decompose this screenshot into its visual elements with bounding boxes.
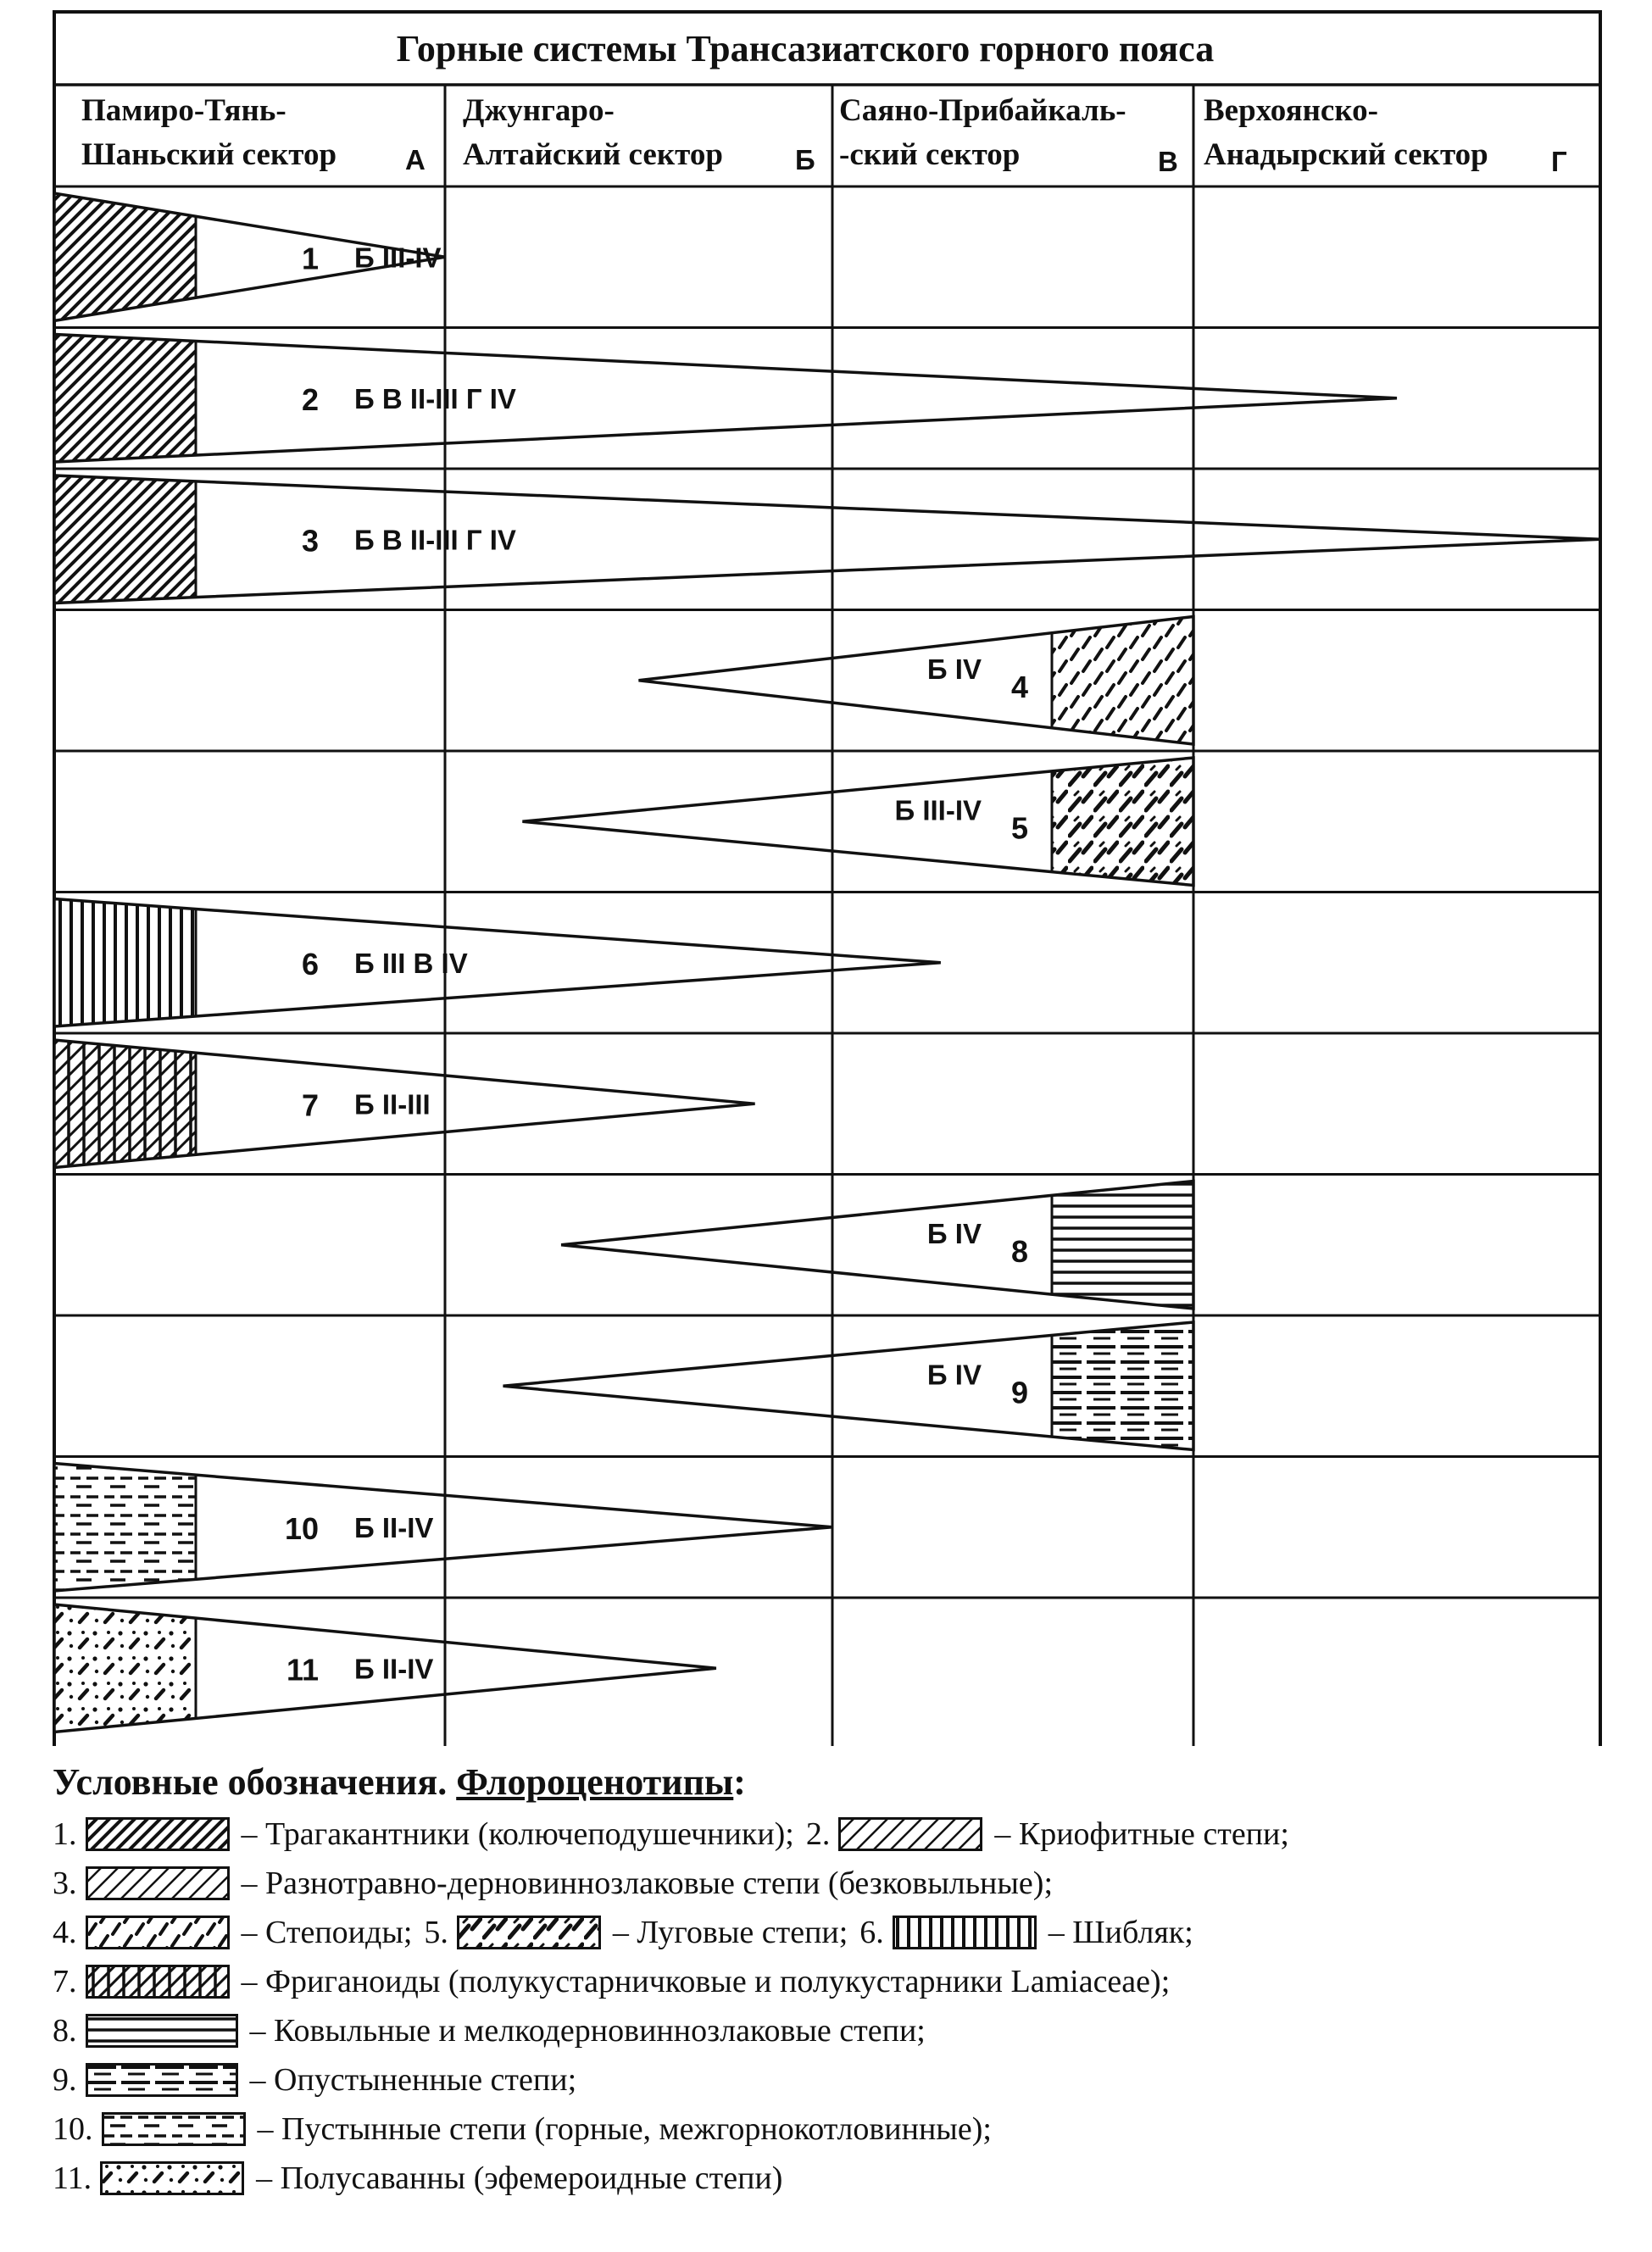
legend-number: 1.: [53, 1816, 77, 1852]
wedge-triangle: [54, 335, 1397, 463]
legend-swatch-diag-sparse: [838, 1817, 982, 1851]
sector-header-line1: Саяно-Прибайкаль-: [839, 93, 1126, 128]
sector-header-line2: -ский сектор: [839, 137, 1021, 172]
sector-header-line1: Джунгаро-: [463, 93, 615, 128]
legend-text: – Ковыльные и мелкодерновиннозлаковые степи;: [249, 2013, 926, 2049]
legend-swatch-diag-bold-dash: [457, 1916, 601, 1949]
legend-number: 6.: [859, 1915, 884, 1950]
legend-item: [53, 1810, 794, 1859]
row-sector-label: Б II-IV: [354, 1653, 434, 1685]
legend-title: Условные обозначения.: [53, 1761, 448, 1803]
row-number: 1: [301, 241, 319, 276]
legend-swatch: [838, 1817, 982, 1851]
row-number: 4: [1010, 669, 1028, 704]
wedge-row-8: [561, 1182, 1193, 1309]
wedge-row-4: [639, 617, 1194, 745]
pattern-swatch: [1052, 758, 1193, 886]
legend-heading: [53, 1759, 1629, 1806]
legend-swatch: [100, 2161, 244, 2195]
row-sector-label: Б IV: [926, 1359, 982, 1391]
legend-number: 9.: [53, 2062, 77, 2098]
legend-item: [53, 2154, 782, 2203]
legend-swatch-diag-sparse: [86, 1866, 230, 1900]
legend-subtitle: Флороценотипы: [456, 1761, 734, 1803]
legend-swatch: [102, 2112, 246, 2146]
pattern-swatch: [54, 1464, 196, 1592]
legend-swatch-vertical: [893, 1916, 1037, 1949]
legend-text: – Шибляк;: [1048, 1915, 1193, 1950]
legend-number: 3.: [53, 1866, 77, 1901]
sector-letter: В: [1158, 146, 1178, 177]
row-number: 5: [1010, 810, 1028, 846]
sector-header-b: [463, 93, 815, 175]
legend-swatch: [86, 1866, 230, 1900]
legend-swatch: [457, 1916, 601, 1949]
sector-header-line2: Шаньский сектор: [81, 137, 337, 172]
row-sector-label: Б II-IV: [354, 1511, 434, 1543]
legend-colon: :: [733, 1761, 746, 1803]
legend-item: [53, 2105, 992, 2154]
legend-number: 11.: [53, 2160, 92, 2196]
pattern-swatch: [54, 1604, 196, 1732]
wedge-triangle: [54, 475, 1600, 603]
legend-item: [424, 1908, 848, 1957]
legend-swatch-dash-rows: [102, 2112, 246, 2146]
legend-swatch-vert-diag: [86, 1965, 230, 1999]
legend-item: [53, 2055, 576, 2105]
pattern-swatch: [54, 475, 196, 603]
row-sector-label: Б III В IV: [354, 947, 468, 979]
legend-number: 10.: [53, 2111, 93, 2147]
legend-item: [806, 1810, 1289, 1859]
legend-line: [53, 2006, 1629, 2055]
sector-letter: Г: [1551, 146, 1567, 177]
legend-swatch: [86, 1916, 230, 1949]
legend-line: [53, 2055, 1629, 2105]
row-sector-label: Б IV: [926, 1217, 982, 1249]
legend-line: [53, 1957, 1629, 2006]
wedge-row-1: [54, 193, 445, 321]
pattern-swatch: [1052, 1322, 1193, 1450]
legend: [53, 1759, 1629, 2203]
legend-swatch: [86, 1817, 230, 1851]
legend-swatch-dot-dash: [100, 2161, 244, 2195]
legend-swatch-horiz-dash: [86, 2063, 238, 2097]
legend-list: [53, 1810, 1629, 2203]
legend-swatch: [86, 2014, 238, 2048]
wedge-row-2: [54, 335, 1397, 463]
legend-text: – Луговые степи;: [612, 1915, 848, 1950]
row-number: 10: [284, 1510, 319, 1546]
legend-number: 2.: [805, 1816, 831, 1852]
row-number: 6: [301, 946, 319, 981]
legend-item: [53, 1908, 412, 1957]
legend-number: 4.: [53, 1915, 77, 1950]
sector-letter: Б: [795, 144, 815, 175]
legend-number: 7.: [53, 1964, 77, 1999]
row-number: 11: [286, 1652, 319, 1688]
legend-item: [859, 1908, 1193, 1957]
row-sector-label: Б III-IV: [354, 242, 442, 274]
row-number: 9: [1010, 1375, 1028, 1410]
legend-swatch: [86, 2063, 238, 2097]
wedge-row-3: [54, 475, 1600, 603]
legend-line: [53, 1908, 1629, 1957]
row-sector-label: Б III-IV: [894, 794, 982, 826]
row-number: 7: [301, 1087, 319, 1123]
legend-item: [53, 1859, 1053, 1908]
legend-number: 5.: [424, 1915, 448, 1950]
pattern-swatch: [54, 1040, 196, 1168]
legend-item: [53, 2006, 926, 2055]
legend-number: 8.: [53, 2013, 77, 2049]
legend-line: [53, 2154, 1629, 2203]
sector-header-g: [1204, 93, 1567, 177]
sector-header-line2: Алтайский сектор: [463, 137, 723, 172]
legend-swatch: [86, 1965, 230, 1999]
legend-swatch-dashes-diag: [86, 1916, 230, 1949]
pattern-swatch: [1052, 617, 1193, 745]
wedge-row-10: [54, 1464, 832, 1592]
legend-text: – Пустынные степи (горные, межгорнокотловинные);: [257, 2111, 992, 2147]
pattern-swatch: [54, 335, 196, 463]
legend-text: – Криофитные степи;: [994, 1816, 1289, 1852]
legend-swatch-diag-dense: [86, 1817, 230, 1851]
row-number: 8: [1010, 1233, 1028, 1269]
legend-item: [53, 1957, 1170, 2006]
row-sector-label: Б IV: [926, 653, 982, 685]
legend-text: – Фриганоиды (полукустарничковые и полукустарники Lamiaceae);: [241, 1964, 1171, 1999]
wedge-row-11: [54, 1604, 716, 1732]
wedge-rows: [54, 193, 1600, 1732]
pattern-swatch: [1052, 1182, 1193, 1309]
table-grid: [54, 12, 1600, 1746]
sector-header-v: [839, 93, 1178, 177]
sector-letter: А: [405, 144, 426, 175]
wedge-row-5: [522, 758, 1193, 886]
legend-text: – Трагакантники (колючеподушечники);: [241, 1816, 794, 1852]
legend-swatch: [893, 1916, 1037, 1949]
legend-line: [53, 1810, 1629, 1859]
wedge-row-7: [54, 1040, 755, 1168]
legend-text: – Полусаванны (эфемероидные степи): [256, 2160, 783, 2196]
sector-header-a: [81, 93, 426, 175]
sector-header-line1: Памиро-Тянь-: [81, 93, 286, 128]
row-number: 3: [301, 523, 319, 559]
legend-line: [53, 2105, 1629, 2154]
legend-swatch-horizontal: [86, 2014, 238, 2048]
table-title: Горные системы Трансазиатского горного пояса: [396, 28, 1215, 70]
wedge-row-6: [54, 899, 941, 1027]
sector-header-line1: Верхоянско-: [1204, 93, 1378, 128]
wedge-row-9: [503, 1322, 1193, 1450]
row-sector-label: Б В II-III Г IV: [354, 382, 516, 414]
sector-header-line2: Анадырский сектор: [1204, 137, 1488, 172]
legend-text: – Степоиды;: [241, 1915, 413, 1950]
legend-text: – Разнотравно-дерновиннозлаковые степи (безковыльные);: [241, 1866, 1053, 1901]
row-number: 2: [301, 381, 319, 417]
legend-text: – Опустыненные степи;: [249, 2062, 577, 2098]
row-sector-label: Б II-III: [354, 1088, 431, 1120]
table-border: [54, 12, 1600, 1746]
pattern-swatch: [54, 899, 196, 1027]
row-sector-label: Б В II-III Г IV: [354, 524, 516, 556]
legend-line: [53, 1859, 1629, 1908]
